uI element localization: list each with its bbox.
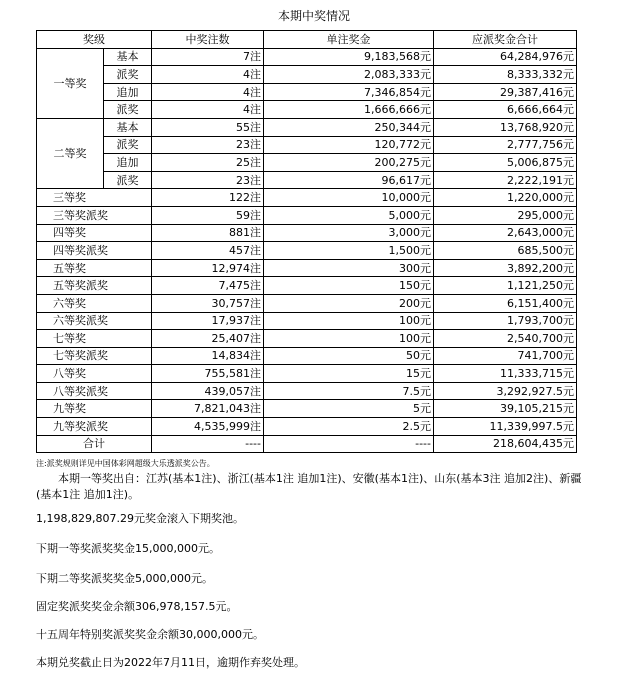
level-cell: 九等奖 (37, 400, 152, 418)
count-cell: 439,057注 (152, 382, 264, 400)
table-row (37, 136, 577, 154)
count-cell: 25,407注 (152, 330, 264, 348)
total-cell: 6,666,664元 (434, 101, 577, 119)
level-cell: 七等奖派奖 (37, 347, 152, 365)
single-cell: 120,772元 (264, 136, 434, 154)
level-cell: 四等奖派奖 (37, 242, 152, 260)
count-cell: 755,581注 (152, 365, 264, 383)
table-row (37, 400, 577, 418)
level-cell: 七等奖 (37, 330, 152, 348)
table-row (37, 294, 577, 312)
sub-level: 派奖 (104, 136, 152, 154)
count-cell: 4注 (152, 101, 264, 119)
level-cell: 六等奖 (37, 294, 152, 312)
single-cell: 1,666,666元 (264, 101, 434, 119)
winners-paragraph (36, 471, 586, 503)
total-cell: 6,151,400元 (434, 294, 577, 312)
single-cell: 10,000元 (264, 189, 434, 207)
count-cell: 7,475注 (152, 277, 264, 295)
table-row (37, 189, 577, 207)
fixed-remaining-paragraph: 固定奖派奖奖金余额306,978,157.5元。 (36, 600, 238, 613)
sub-level: 派奖 (104, 66, 152, 84)
table-row (37, 118, 577, 136)
sub-level: 派奖 (104, 101, 152, 119)
single-cell: 9,183,568元 (264, 48, 434, 66)
total-cell: 39,105,215元 (434, 400, 577, 418)
next-second-paragraph: 下期二等奖派奖奖金5,000,000元。 (36, 572, 213, 585)
table-row (37, 154, 577, 172)
table-row (37, 418, 577, 436)
level-cell: 五等奖派奖 (37, 277, 152, 295)
total-cell: 1,220,000元 (434, 189, 577, 207)
level-cell: 八等奖 (37, 365, 152, 383)
single-cell: 100元 (264, 312, 434, 330)
single-cell: 50元 (264, 347, 434, 365)
count-cell: 7注 (152, 48, 264, 66)
table-row (37, 101, 577, 119)
page-title: 本期中奖情况 (277, 9, 350, 23)
level-cell: 九等奖派奖 (37, 418, 152, 436)
total-cell: 2,222,191元 (434, 171, 577, 189)
rollover-paragraph: 1,198,829,807.29元奖金滚入下期奖池。 (36, 512, 244, 525)
anniversary-paragraph: 十五周年特别奖派奖奖金余额30,000,000元。 (36, 628, 264, 641)
table-row (37, 206, 577, 224)
total-cell: 5,006,875元 (434, 154, 577, 172)
level-cell: 三等奖 (37, 189, 152, 207)
count-cell: 23注 (152, 171, 264, 189)
single-cell: 15元 (264, 365, 434, 383)
single-cell: 7.5元 (264, 382, 434, 400)
deadline-paragraph: 本期兑奖截止日为2022年7月11日，逾期作弃奖处理。 (36, 656, 305, 669)
total-cell: 2,540,700元 (434, 330, 577, 348)
total-row (37, 435, 577, 453)
second-prize-label: 二等奖 (37, 118, 104, 188)
first-prize-label: 一等奖 (37, 48, 104, 118)
sub-level: 基本 (104, 48, 152, 66)
count-cell: 881注 (152, 224, 264, 242)
count-cell: 59注 (152, 206, 264, 224)
total-cell: 11,339,997.5元 (434, 418, 577, 436)
level-cell: 四等奖 (37, 224, 152, 242)
footnote: 注:派奖规则详见中国体彩网超级大乐透派奖公告。 (36, 459, 215, 468)
single-cell: 5元 (264, 400, 434, 418)
single-cell: 3,000元 (264, 224, 434, 242)
single-cell: 200,275元 (264, 154, 434, 172)
prize-table (36, 30, 577, 453)
single-cell: 96,617元 (264, 171, 434, 189)
table-row (37, 330, 577, 348)
total-cell: 8,333,332元 (434, 66, 577, 84)
count-cell: 55注 (152, 118, 264, 136)
total-cell: 2,643,000元 (434, 224, 577, 242)
sub-level: 基本 (104, 118, 152, 136)
count-cell: 14,834注 (152, 347, 264, 365)
total-cell: 1,793,700元 (434, 312, 577, 330)
single-cell: 150元 (264, 277, 434, 295)
winners-text: 本期一等奖出自：江苏(基本1注)、浙江(基本1注 追加1注)、安徽(基本1注)、山东(基本3注 追加2注)、新疆(基本1注 追加1注)。 (36, 472, 582, 501)
single-cell: 200元 (264, 294, 434, 312)
total-cell: 29,387,416元 (434, 83, 577, 101)
total-cell: 741,700元 (434, 347, 577, 365)
count-cell: 4注 (152, 66, 264, 84)
single-cell: 2.5元 (264, 418, 434, 436)
sub-level: 追加 (104, 154, 152, 172)
total-cell: 11,333,715元 (434, 365, 577, 383)
sub-level: 派奖 (104, 171, 152, 189)
count-cell: 25注 (152, 154, 264, 172)
level-cell: 三等奖派奖 (37, 206, 152, 224)
count-cell: 7,821,043注 (152, 400, 264, 418)
single-cell: 2,083,333元 (264, 66, 434, 84)
table-header-row (37, 31, 577, 49)
table-row (37, 365, 577, 383)
single-cell: 5,000元 (264, 206, 434, 224)
table-row (37, 382, 577, 400)
total-cell: 3,892,200元 (434, 259, 577, 277)
count-cell: 17,937注 (152, 312, 264, 330)
single-cell: 1,500元 (264, 242, 434, 260)
level-cell: 五等奖 (37, 259, 152, 277)
total-cell: 13,768,920元 (434, 118, 577, 136)
count-cell: 23注 (152, 136, 264, 154)
table-row (37, 66, 577, 84)
count-cell: 457注 (152, 242, 264, 260)
total-cell: 685,500元 (434, 242, 577, 260)
table-row (37, 83, 577, 101)
single-cell: 100元 (264, 330, 434, 348)
table-row (37, 242, 577, 260)
count-cell: 12,974注 (152, 259, 264, 277)
total-cell: 2,777,756元 (434, 136, 577, 154)
header-total: 应派奖金合计 (434, 31, 577, 49)
table-row (37, 171, 577, 189)
table-row (37, 312, 577, 330)
level-cell: 八等奖派奖 (37, 382, 152, 400)
next-first-paragraph: 下期一等奖派奖奖金15,000,000元。 (36, 542, 220, 555)
count-cell: 4,535,999注 (152, 418, 264, 436)
total-cell: 3,292,927.5元 (434, 382, 577, 400)
single-cell: 250,344元 (264, 118, 434, 136)
count-cell: 4注 (152, 83, 264, 101)
total-cell: 1,121,250元 (434, 277, 577, 295)
table-row (37, 259, 577, 277)
level-cell: 六等奖派奖 (37, 312, 152, 330)
table-row (37, 48, 577, 66)
single-cell: 300元 (264, 259, 434, 277)
single-cell: 7,346,854元 (264, 83, 434, 101)
count-cell: 122注 (152, 189, 264, 207)
total-label: 合计 (37, 435, 152, 453)
sub-level: 追加 (104, 83, 152, 101)
header-count: 中奖注数 (152, 31, 264, 49)
table-row (37, 224, 577, 242)
grand-total: 218,604,435元 (434, 435, 577, 453)
header-level: 奖级 (37, 31, 152, 49)
total-count: ---- (152, 435, 264, 453)
count-cell: 30,757注 (152, 294, 264, 312)
table-row (37, 347, 577, 365)
total-cell: 64,284,976元 (434, 48, 577, 66)
total-single: ---- (264, 435, 434, 453)
table-row (37, 277, 577, 295)
total-cell: 295,000元 (434, 206, 577, 224)
header-single: 单注奖金 (264, 31, 434, 49)
